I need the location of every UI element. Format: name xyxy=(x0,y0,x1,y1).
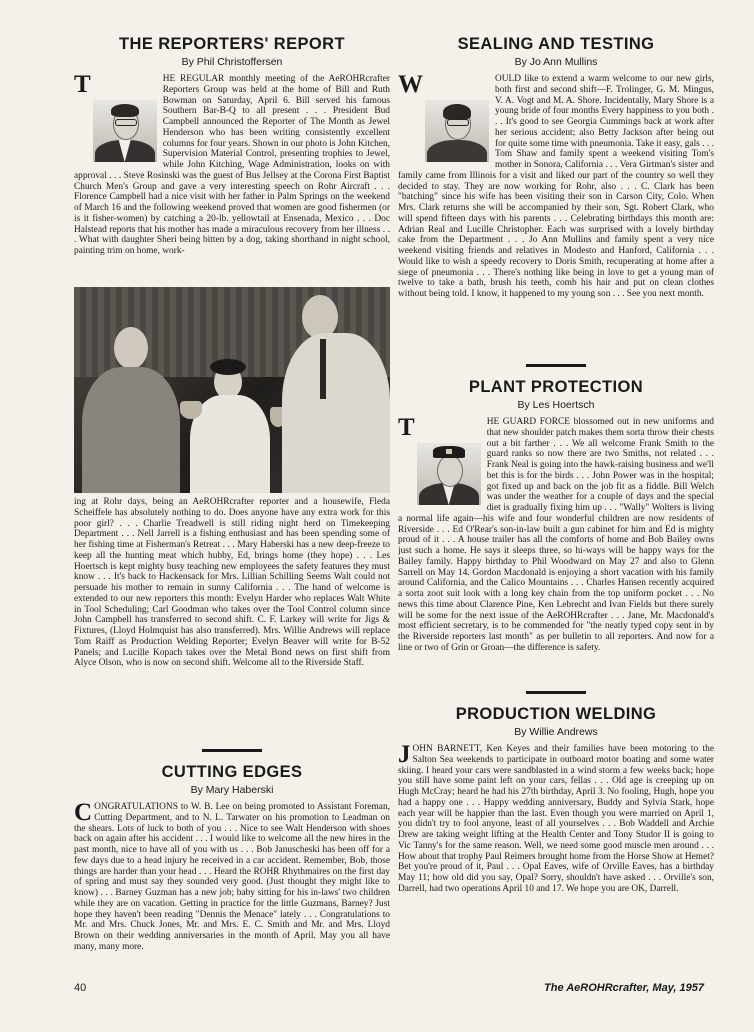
right-column xyxy=(398,34,714,984)
left-column xyxy=(74,34,390,1032)
cutting-edges-dropcap: C xyxy=(74,802,93,826)
production-welding-dropcap: J xyxy=(398,744,411,768)
sealing-testing-body xyxy=(398,74,714,354)
plant-protection-text: HE GUARD FORCE blossomed out in new uniforms and that new shoulder patch makes them sorta throw their chests out a bit farther . . . We all welcome Frank Smith to the guard ranks so now there are two Smiths, not related . . . Frank Neal is going into the hawk-raising business and we'll bet this is for the birds . . . John Power was in the hospital; got fixed up and back on the job fit as a fiddle. Bill Welch was under the weather for a couple of days and the special diet is gradually fixing him up . . . "Wally" Wolters is living a normal life again—his wife and four wonderful children are now residents of Riverside . . . Ed O'Rear's son-in-law built a gun cabinet for him and Ed is mighty proud of it . . . A house trailer has all the comforts of home and Bob Bailey owns just such a home. He says it sleeps three, so hi-ways will be happy ways for the Bailey family. Happy birthday to Phil Woodward on May 27 and also to Glenn Sarrell on May 14. Gordon Macdonald is enjoying a short vacation with his family around California, and the Calico Mountains . . . Charles Hansen recently acquired a sorta zoot suit look with a long key chain from the top uniform pocket . . . No news this time about Clarence Pine, Ken Lebrecht and Ivan Fields but there surely will be some for the next issue of the AeROHRcrafter . . . Jane, Mr. Macdonald's most efficient secretary, is to be commended for "the neatly typed copy sent in by the Riverside reporters last month" as per bulletin to all reporters. And now for a line or two of Grin or Groan—the difference is safety. xyxy=(398,417,714,653)
cutting-edges-headline: CUTTING EDGES xyxy=(161,763,303,781)
reporters-report-body-part1 xyxy=(74,74,390,281)
cutting-edges-text: ONGRATULATIONS to W. B. Lee on being promoted to Assistant Foreman, Cutting Department, and to N. L. Tarwater on his promotion to Leadman on the shears. Lots of luck to both of you . . . Nice to see Walt Henderson with shoes back on again after his accident . . . I would like to welcome all the new hires in the past month, nice to have all of you with us . . . Bob Januscheski has been off for a few days due to a head injury he received in a car accident. Remember, Bob, those things are harder than your head . . . Heard the ROHR Rhythmaires on the first day of spring and must say they sounded very good. (Just thought they might like to know) . . . Barney Guzman has a new job; baby sitting for his in-laws' two children while they are on vacation. Getting in practice for the little Guzmans, Barney? Just hope they haven't been reading "Dennis the Menace" lately . . . Congratulations to Mr. and Mrs. Chuck Jones, Mr. and Mrs. E. C. Smith and Mr. and Mrs. Lloyd Brown on their wedding anniversaries in the month of April. May you all have many, many more. xyxy=(74,802,390,952)
plant-protection-dropcap: T xyxy=(398,417,415,441)
plant-protection-headline: PLANT PROTECTION xyxy=(468,378,644,396)
reporters-report-dropcap: T xyxy=(74,74,91,98)
sealing-testing-byline: By Jo Ann Mullins xyxy=(514,56,598,68)
production-welding-byline: By Willie Andrews xyxy=(514,726,598,738)
sealing-testing-headline: SEALING AND TESTING xyxy=(457,35,655,53)
reporters-report-body-part2: ing at Rohr days, being an AeROHRcrafter reporter and a housewife, Fleda Scheiffele has absolutely nothing to do. Does anyone have any extra work for this poor girl? . . . Charlie Treadwell is still riding night herd on Timekeeping Department . . . Nell Jarrell is a fishing enthusiast and has been spending some of her fishing time at Fisherman's Retreat . . . Mary Haberski has a new deep-freeze to keep all the hunting meat which hubby, Ed, brings home (they hope) . . . Les Hoertsch is kept mighty busy teaching new employees the safety features they must know . . . It's back to Hackensack for Mrs. Lillian Schilling Seems Walt could not persuade his mother to remain in sunny California . . . The hand of welcome is extended to our new reporters this month: Evelyn Harder who replaces Walt White in Tool Scheduling; Carl Goodman who takes over the Tool Control column since John Campbell has transferred to second shift. C. F. Larkey will write for Jigs & Fixtures, (Lloyd Holmquist has also transferred). Mrs. Willie Andrews will replace Tom Raiff as Production Welding Reporter; Evelyn Beaver will write for B-52 Panels; and Lucille Kopach takes over the Metal Bond news on first shift from Alyce Olson, who is now on second shift. Welcome all to the Riverside Staff. xyxy=(74,497,390,669)
section-divider xyxy=(526,691,586,694)
plant-protection-byline: By Les Hoertsch xyxy=(517,399,595,411)
plant-protection-body xyxy=(398,417,714,673)
production-welding-body xyxy=(398,744,714,984)
reporters-report-text-part1: HE REGULAR monthly meeting of the AeROHRcrafter Reporters Group was held at the home of Bill and Ruth Bowman on Saturday, April 6. Bill served his famous Southern Bar-B-Q to all present . . . President Bud Campbell announced the Reporter of The Month as Jewel Henderson who has been writing consistently excellent columns for four years. Shown in our photo is John Kitchen, Supervision Material Control, presenting trophies to Jewel, while John Kitching, Wage Administration, looks on with approval . . . Steve Rosinski was the guest of Bus Jellsey at the Corona First Baptist Church Men's Group and gave a very interesting speech on Rohr Aircraft . . . Florence Campbell had a nice visit with her father in Palm Springs on the weekend of March 16 and the following weekend proved that women are good fishermen (or is it fisher-women) by catching a 20-lb. yellowtail at Ensenada, Mexico . . . Doc Halstead reports that his mother has made a miraculous recovery from her illness . . . What with daughter Sheri being bitten by a dog, taking shorthand in night school, painting trim on home, work- xyxy=(74,74,390,256)
reporters-report-byline: By Phil Christoffersen xyxy=(181,56,283,68)
publication-footer: The AeROHRcrafter, May, 1957 xyxy=(544,982,704,994)
portrait-photo-woman xyxy=(425,100,489,162)
reporters-report-headline: THE REPORTERS' REPORT xyxy=(119,35,345,53)
section-divider xyxy=(202,749,262,752)
page-number: 40 xyxy=(74,982,87,994)
portrait-photo-man xyxy=(93,100,157,162)
cutting-edges-body xyxy=(74,802,390,1032)
portrait-photo-guard xyxy=(417,443,481,505)
production-welding-text: OHN BARNETT, Ken Keyes and their families have been motoring to the Salton Sea weekends to participate in outboard motor boating and some water skiing. I heard your cars were sandblasted in a wind storm a few weeks back; hope you still have some paint left on your cars, fellas . . . Old age is creeping up on Hugh McCray; heard he had his 27th birthday, April 3. No fooling, Hugh, hope you had a happy one . . . Happy wedding anniversary, Buddy and Sylvia Stark, hope each year will be happier than the last. Even though you were married on April 1, you didn't try to fool anyone, least of all yourselves . . . Bob Waddell and Archie Drew are taking weight lifting at the Health Center and Tony Studor II is going to Vic Tanny's for the same reason. Well, we need some good muscle men around . . . How about that trophy Paul Reimers brought home from the Horse Show at Hemet? Bet you're proud of it, Paul . . . Opal Eaves, wife of Orville Eaves, has a birthday May 11; how old did you say, Opal? Sorry, shouldn't have asked . . . Orville's son, Darrell, had two operations April 10 and 17. We hope you are OK, Darrell. xyxy=(398,744,714,894)
trophy-presentation-photo xyxy=(74,287,390,493)
sealing-testing-dropcap: W xyxy=(398,74,423,98)
production-welding-headline: PRODUCTION WELDING xyxy=(455,705,657,723)
cutting-edges-byline: By Mary Haberski xyxy=(190,784,274,796)
section-divider xyxy=(526,364,586,367)
sealing-testing-text: OULD like to extend a warm welcome to our new girls, both first and second shift—F. Trolinger, G. M. Mingus, V. A. Vogt and M. A. Shore. Incidentally, Mary Shore is a young bride of four months Every happiness to you both . . . It's good to see Georgia Cummings back at work after her serious accident; also Betty Jackson after being out for quite some time with pneumonia. Take it easy, gals . . . Tom Shaw and family spent a weekend visiting Tom's mother in Sonora, California . . . Vera Girtman's sister and family came from Illinois for a visit and liked our part of the country so well they decided to stay. They are now working for Rohr, also . . . C. Clark has been "batching" since his wife has been visiting their son in Carson City, Colo. When Mrs. Clark returns she will be accompanied by their son, Sgt. Robert Clark, who will spend fifteen days with his parents . . . Celebrating birthdays this month are: Adrian Real and Lucille Christopher. Each was surprised with a lovely birthday cake from the Department . . . Jo Ann Mullins and family spent a very nice weekend visiting friends and relatives in Modesto and Hanford, California . . . Would like to wish a speedy recovery to Doris Smith, recuperating at home after a siege of pneumonia . . . There's nothing like being in love to get a young man of twelve to take a bath, brush his teeth, comb his hair and put on clean clothes without being told. I know, it happened to my young son . . . See you next month. xyxy=(398,74,714,299)
